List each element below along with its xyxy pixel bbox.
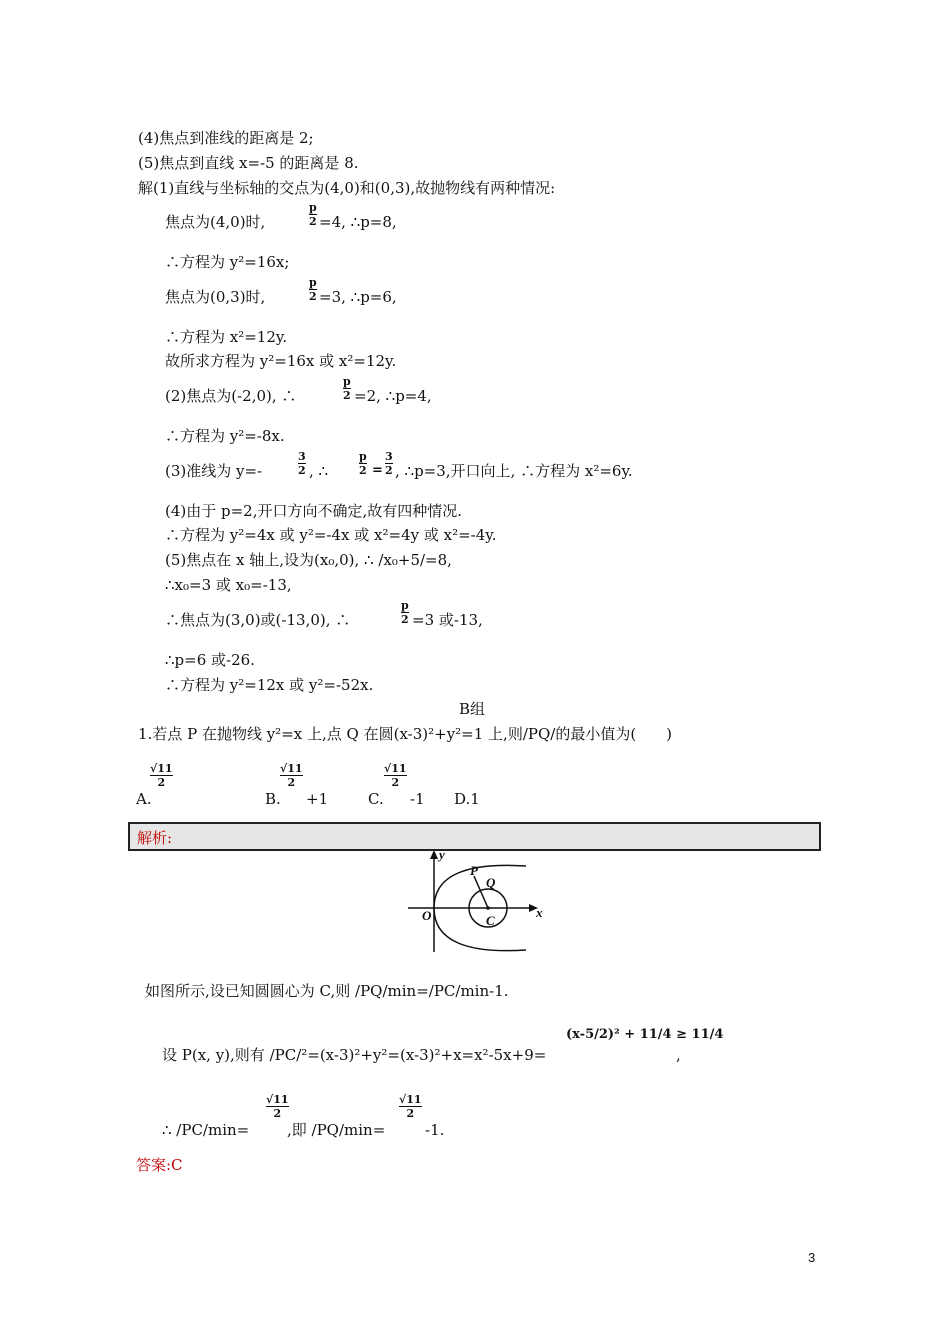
fraction-3-over-2: 3 2 bbox=[385, 450, 393, 477]
analysis-line-3-mid: ,即 /PQ/min= bbox=[287, 1121, 386, 1139]
solution-4-equation: ∴方程为 y²=4x 或 y²=-4x 或 x²=4y 或 x²=-4y. bbox=[165, 526, 497, 544]
analysis-line-2: 设 P(x, y),则有 /PC/²=(x-3)²+y²=(x-3)²+x=x²-5x+9= bbox=[162, 1046, 547, 1064]
solution-3-text: (3)准线为 y=- bbox=[165, 462, 263, 480]
option-b-fraction: √11 2 bbox=[280, 762, 303, 789]
label-c: C bbox=[486, 913, 495, 928]
analysis-line-2-tail: , bbox=[676, 1046, 681, 1064]
solution-5-focus: ∴焦点为(3,0)或(-13,0), ∴ bbox=[165, 611, 351, 629]
solution-3-therefore: , ∴ bbox=[309, 462, 329, 480]
solution-3-result: , ∴p=3,开口向上, ∴方程为 x²=6y. bbox=[395, 462, 633, 480]
solution-2-text: (2)焦点为(-2,0), ∴ bbox=[165, 387, 297, 405]
sqrt11-over-2: √11 2 bbox=[266, 1093, 289, 1120]
option-c-tail: -1 bbox=[410, 790, 425, 808]
option-c: C. bbox=[368, 790, 384, 808]
solution-1a-result: =4, ∴p=8, bbox=[319, 213, 397, 231]
answer: 答案:C bbox=[136, 1156, 183, 1174]
question-1: 1.若点 P 在抛物线 y²=x 上,点 Q 在圆(x-3)²+y²=1 上,则/PQ/的最小值为( ) bbox=[138, 725, 673, 743]
completed-square-expression: (x-5/2)² + 11/4 ≥ 11/4 bbox=[566, 1027, 724, 1042]
solution-1a-text: 焦点为(4,0)时, bbox=[165, 213, 266, 231]
solution-5-p: ∴p=6 或-26. bbox=[165, 651, 255, 669]
solution-2-result: =2, ∴p=4, bbox=[354, 387, 432, 405]
fraction-p-over-2: p 2 bbox=[359, 450, 367, 477]
option-a-fraction: √11 2 bbox=[150, 762, 173, 789]
solution-1a-equation: ∴方程为 y²=16x; bbox=[165, 253, 290, 271]
label-y: y bbox=[439, 848, 445, 862]
solution-2-equation: ∴方程为 y²=-8x. bbox=[165, 427, 285, 445]
solution-1-conclusion: 故所求方程为 y²=16x 或 x²=12y. bbox=[165, 352, 397, 370]
solution-1b-text: 焦点为(0,3)时, bbox=[165, 288, 266, 306]
option-b: B. bbox=[265, 790, 281, 808]
solution-5-setup: (5)焦点在 x 轴上,设为(x₀,0), ∴ /x₀+5/=8, bbox=[165, 551, 452, 569]
solution-5-equation: ∴方程为 y²=12x 或 y²=-52x. bbox=[165, 676, 374, 694]
analysis-line-3: ∴ /PC/min= bbox=[162, 1121, 250, 1139]
intro-line-4: (4)焦点到准线的距离是 2; bbox=[138, 129, 314, 147]
fraction-3-over-2: 3 2 bbox=[298, 450, 306, 477]
label-p: P bbox=[470, 863, 478, 878]
equals-sign: = bbox=[372, 463, 383, 478]
y-axis-arrow bbox=[430, 850, 438, 859]
option-d: D.1 bbox=[454, 790, 480, 808]
solution-5-x0: ∴x₀=3 或 x₀=-13, bbox=[165, 576, 292, 594]
label-x: x bbox=[536, 905, 543, 920]
analysis-line-3-tail: -1. bbox=[425, 1121, 445, 1139]
center-point bbox=[486, 906, 490, 910]
fraction-p-over-2: p 2 bbox=[309, 276, 317, 303]
option-a: A. bbox=[136, 790, 152, 808]
option-c-fraction: √11 2 bbox=[384, 762, 407, 789]
page-number: 3 bbox=[808, 1250, 816, 1265]
solution-5-result: =3 或-13, bbox=[412, 611, 483, 629]
fraction-p-over-2: p 2 bbox=[343, 375, 351, 402]
label-q: Q bbox=[486, 875, 496, 890]
sqrt11-over-2: √11 2 bbox=[399, 1093, 422, 1120]
analysis-label: 解析: bbox=[137, 829, 173, 847]
group-b-title: B组 bbox=[459, 700, 486, 718]
fraction-p-over-2: p 2 bbox=[401, 599, 409, 626]
solution-1b-equation: ∴方程为 x²=12y. bbox=[165, 328, 288, 346]
fraction-p-over-2: p 2 bbox=[309, 201, 317, 228]
analysis-box bbox=[128, 822, 821, 851]
analysis-line-1: 如图所示,设已知圆圆心为 C,则 /PQ/min=/PC/min-1. bbox=[145, 982, 509, 1000]
solution-1b-result: =3, ∴p=6, bbox=[319, 288, 397, 306]
option-b-tail: +1 bbox=[306, 790, 329, 808]
parabola-circle-figure bbox=[400, 848, 550, 958]
intro-line-5: (5)焦点到直线 x=-5 的距离是 8. bbox=[138, 154, 359, 172]
label-o: O bbox=[422, 908, 432, 923]
solution-1-heading: 解(1)直线与坐标轴的交点为(4,0)和(0,3),故抛物线有两种情况: bbox=[138, 179, 556, 197]
solution-4-text: (4)由于 p=2,开口方向不确定,故有四种情况. bbox=[165, 502, 463, 520]
